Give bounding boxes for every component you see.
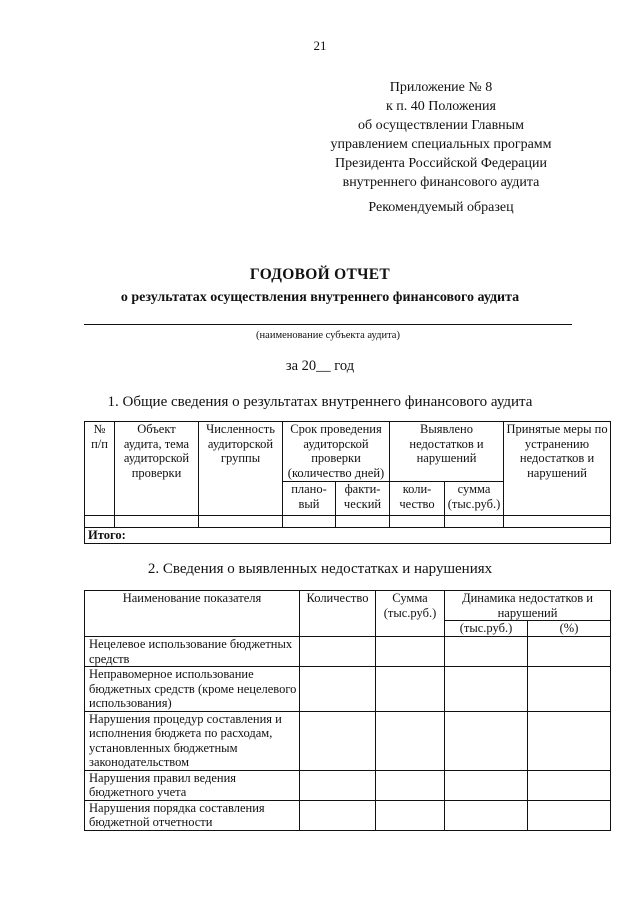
table-row — [85, 711, 611, 770]
header-cell: Наименование показателя — [85, 591, 300, 637]
table-row — [85, 667, 611, 712]
table-header-row — [85, 591, 611, 621]
indicator-cell: Неправомерное использование бюджетных средств (кроме нецелевого использования) — [85, 667, 300, 712]
indicator-cell: Нарушения порядка составления бюджетной отчетности — [85, 800, 300, 830]
header-cell: Срок проведения аудиторской проверки (количество дней) — [283, 422, 390, 482]
header-cell: факти-ческий — [336, 482, 390, 516]
table-row — [85, 770, 611, 800]
header-cell: Динамика недостатков и нарушений — [445, 591, 611, 621]
indicator-cell: Нарушения правил ведения бюджетного учета — [85, 770, 300, 800]
document-subtitle: о результатах осуществления внутреннего финансового аудита — [120, 290, 520, 305]
appendix-line: к п. 40 Положения — [386, 99, 496, 114]
indicator-cell: Нецелевое использование бюджетных средств — [85, 637, 300, 667]
appendix-line: внутреннего финансового аудита — [342, 175, 540, 190]
table-header-row — [85, 422, 611, 482]
section2-heading: 2. Сведения о выявленных недостатках и нарушениях — [147, 561, 493, 577]
violations-table — [84, 590, 611, 831]
header-cell: плано-вый — [283, 482, 336, 516]
header-cell: № п/п — [85, 422, 115, 516]
header-cell: Выявлено недостатков и нарушений — [390, 422, 504, 482]
table-row — [85, 800, 611, 830]
table-total-row — [85, 528, 611, 544]
table-row — [85, 516, 611, 528]
section1-heading: 1. Общие сведения о результатах внутреннего финансового аудита — [107, 394, 533, 410]
header-cell: коли-чество — [390, 482, 445, 516]
header-cell: сумма (тыс.руб.) — [445, 482, 504, 516]
header-cell: (тыс.руб.) — [445, 621, 528, 637]
appendix-block — [300, 78, 582, 192]
indicator-cell: Нарушения процедур составления и исполнения бюджета по расходам, установленных бюджетным законодательством — [85, 711, 300, 770]
table-row — [85, 637, 611, 667]
appendix-line: управлением специальных программ — [330, 137, 552, 152]
subject-caption: (наименование субъекта аудита) — [256, 330, 400, 341]
report-period: за 20__ год — [285, 358, 355, 374]
header-cell: Объект аудита, тема аудиторской проверки — [115, 422, 199, 516]
appendix-line: Президента Российской Федерации — [335, 156, 547, 171]
document-title: ГОДОВОЙ ОТЧЕТ — [249, 266, 391, 283]
header-cell: Сумма (тыс.руб.) — [376, 591, 445, 637]
appendix-line: Приложение № 8 — [389, 80, 493, 95]
total-label: Итого: — [85, 528, 611, 544]
appendix-line: об осуществлении Главным — [358, 118, 524, 133]
audit-summary-table — [84, 421, 611, 544]
subject-blank-line — [84, 324, 572, 325]
header-cell: Количество — [300, 591, 376, 637]
header-cell: Численность аудиторской группы — [199, 422, 283, 516]
header-cell: (%) — [528, 621, 611, 637]
recommended-sample-label: Рекомендуемый образец — [368, 200, 514, 215]
header-cell: Принятые меры по устранению недостатков и нарушений — [504, 422, 611, 516]
page-number: 21 — [313, 38, 327, 53]
